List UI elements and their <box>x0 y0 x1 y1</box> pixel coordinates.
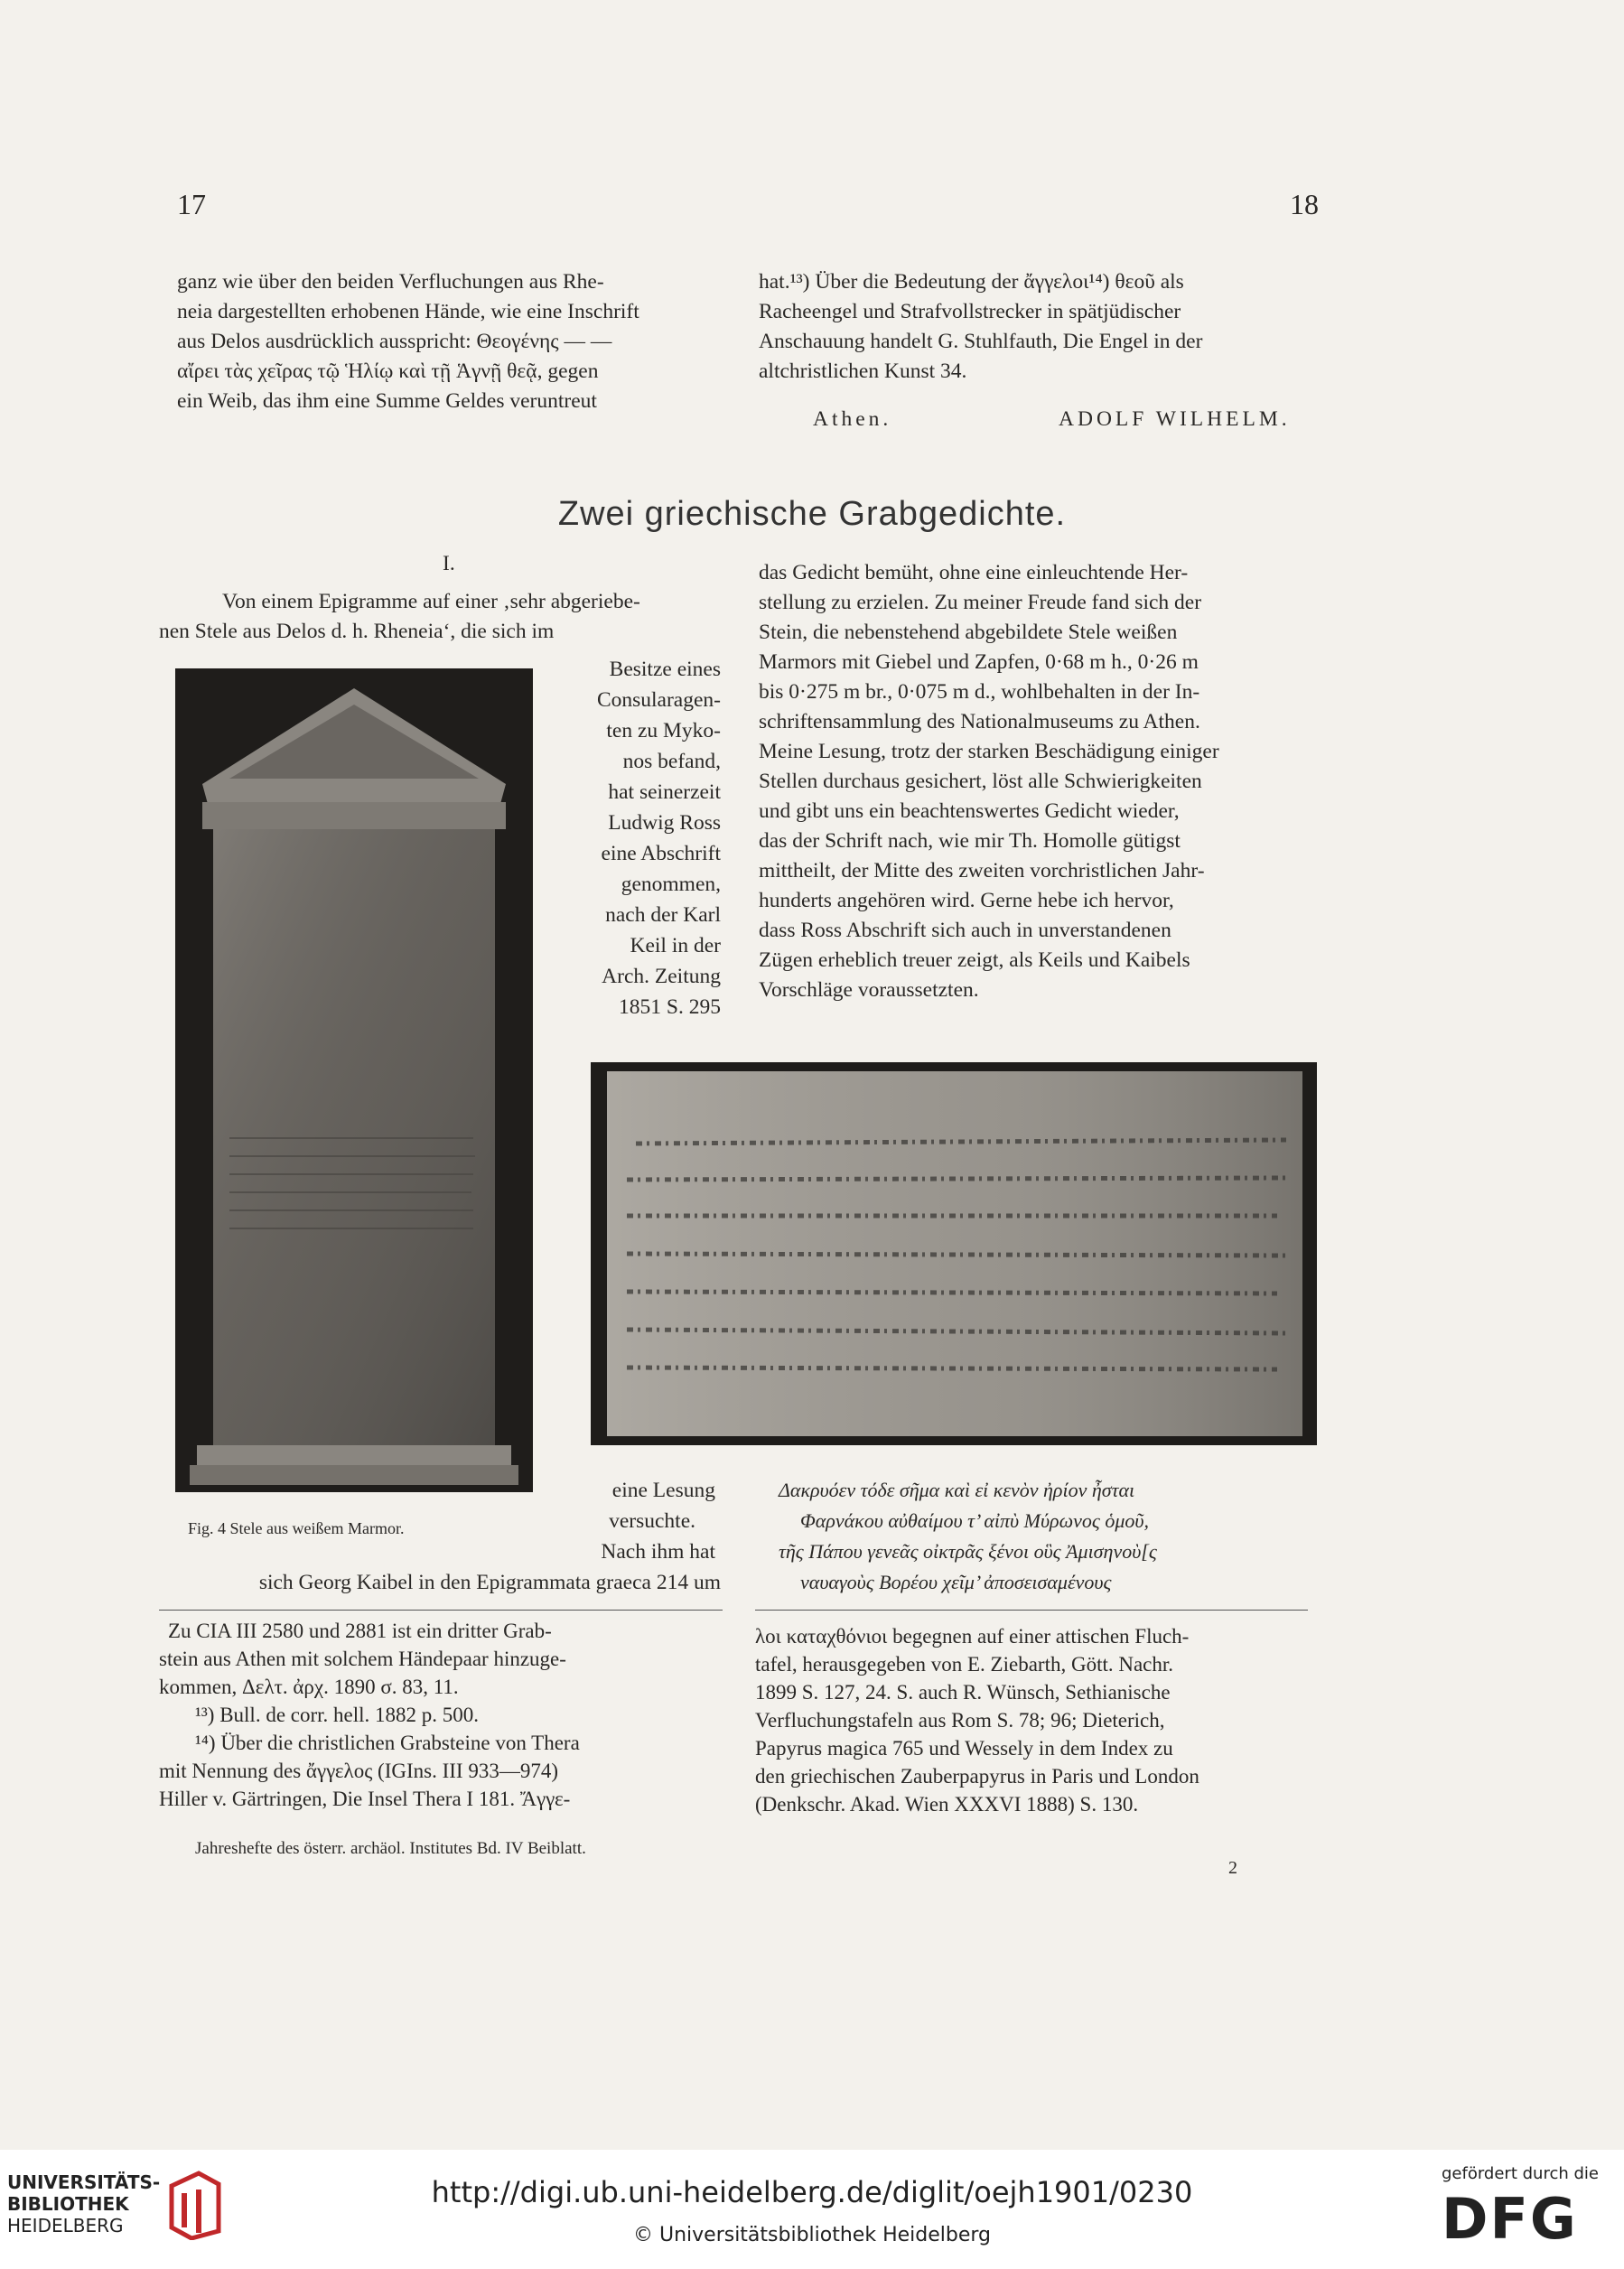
footnote-line: Papyrus magica 765 und Wessely in dem Index zu <box>755 1737 1173 1760</box>
page-url-link[interactable]: http://digi.ub.uni-heidelberg.de/diglit/oejh1901/0230 <box>431 2175 1193 2209</box>
text-line: Meine Lesung, trotz der starken Beschädigung einiger <box>759 740 1219 763</box>
page-number-right: 18 <box>1290 188 1319 220</box>
text-line: ein Weib, das ihm eine Summe Geldes veruntreut <box>177 389 597 413</box>
text-line: mittheilt, der Mitte des zweiten vorchristlichen Jahr- <box>759 859 1205 882</box>
top-left-paragraph <box>177 267 730 416</box>
footnote-divider-right <box>755 1610 1308 1611</box>
text-line: 1851 S. 295 <box>619 995 721 1019</box>
text-line: dass Ross Abschrift sich auch in unverstandenen <box>759 919 1171 942</box>
footnote-line: kommen, Δελτ. ἀρχ. 1890 σ. 83, 11. <box>159 1676 459 1698</box>
library-footer <box>0 2150 1624 2269</box>
footnote-line: mit Nennung des ἄγγελος (IGIns. III 933—974) <box>159 1760 558 1782</box>
text-line: bis 0·275 m br., 0·075 m d., wohlbehalten in der In- <box>759 680 1200 704</box>
text-line: hunderts angehören wird. Gerne hebe ich hervor, <box>759 889 1174 912</box>
inscription-photograph <box>591 1062 1317 1445</box>
text-line: eine Lesung <box>611 1479 715 1502</box>
text-line: sich Georg Kaibel in den Epigrammata graeca 214 um <box>258 1571 721 1594</box>
footnote-line: (Denkschr. Akad. Wien XXXVI 1888) S. 130. <box>755 1793 1139 1816</box>
figure-caption: Fig. 4 Stele aus weißem Marmor. <box>188 1519 405 1537</box>
library-name-line: HEIDELBERG <box>7 2215 124 2236</box>
text-line: Arch. Zeitung <box>602 965 721 988</box>
text-line: versuchte. <box>609 1509 695 1533</box>
text-line: ganz wie über den beiden Verfluchungen aus Rhe- <box>177 270 604 294</box>
text-line: Keil in der <box>630 934 721 957</box>
verse-line: Δακρυόεν τόδε σῆμα καὶ εἰ κενὸν ἠρίον ἦσται <box>779 1479 1135 1501</box>
top-right-paragraph <box>759 267 1319 387</box>
text-line: αἴρει τὰς χεῖρας τῷ Ἡλίῳ καὶ τῇ Ἁγνῇ θεᾷ, gegen <box>177 359 599 383</box>
footnote-line: ¹⁴) Über die christlichen Grabsteine von Thera <box>195 1732 580 1754</box>
verse-line: Φαρνάκου αὐθαίμου τ’ αἰπὺ Μύρωνος ὁμοῦ, <box>800 1509 1149 1532</box>
text-line: Besitze eines <box>609 658 721 681</box>
footnote-line: stein aus Athen mit solchem Händepaar hinzuge- <box>159 1648 566 1670</box>
text-line: Stein, die nebenstehend abgebildete Stele weißen <box>759 621 1178 644</box>
footnote-line: λοι καταχθόνιοι begegnen auf einer attischen Fluch- <box>755 1625 1190 1648</box>
text-line: eine Abschrift <box>601 842 721 865</box>
library-name-line: UNIVERSITÄTS- <box>7 2171 161 2193</box>
footnotes-left <box>159 1617 723 1813</box>
left-intro <box>159 587 721 647</box>
stele-photograph <box>175 668 533 1492</box>
footnote-line: 1899 S. 127, 24. S. auch R. Wünsch, Sethianische <box>755 1681 1171 1704</box>
journal-footer-line: Jahreshefte des österr. archäol. Institutes Bd. IV Beiblatt. <box>195 1839 586 1858</box>
footnote-line: den griechischen Zauberpapyrus in Paris und London <box>755 1765 1199 1788</box>
copyright-notice: © Universitätsbibliothek Heidelberg <box>632 2224 991 2246</box>
text-line: Consularagen- <box>596 688 721 712</box>
text-line: das der Schrift nach, wie mir Th. Homolle gütigst <box>759 829 1181 853</box>
dfg-logo: DFG <box>1442 2186 1578 2252</box>
signature-place: Athen. <box>813 407 892 431</box>
text-line: Zügen erheblich treuer zeigt, als Keils und Kaibels <box>759 948 1190 972</box>
footnote-line: tafel, herausgegeben von E. Ziebarth, Gött. Nachr. <box>755 1653 1174 1676</box>
text-line: stellung zu erzielen. Zu meiner Freude fand sich der <box>759 591 1202 614</box>
text-line: Nach ihm hat <box>601 1540 715 1564</box>
text-line: Marmors mit Giebel und Zapfen, 0·68 m h., 0·26 m <box>759 650 1199 674</box>
text-line: neia dargestellten erhobenen Hände, wie eine Inschrift <box>177 300 639 323</box>
footnotes-right <box>755 1622 1308 1818</box>
text-line: Ludwig Ross <box>608 811 721 835</box>
text-line: nen Stele aus Delos d. h. Rheneia‘, die sich im <box>159 620 555 643</box>
footnote-line: Hiller v. Gärtringen, Die Insel Thera I 181. Ἄγγε- <box>159 1788 571 1810</box>
page-number-left: 17 <box>177 188 206 220</box>
text-line: und gibt uns ein beachtenswertes Gedicht wieder, <box>759 799 1180 823</box>
text-line: ten zu Myko- <box>606 719 721 742</box>
text-line: Anschauung handelt G. Stuhlfauth, Die Engel in der <box>759 330 1203 353</box>
inscription-image <box>591 1062 1317 1445</box>
text-line: nos befand, <box>622 750 721 773</box>
text-line: Racheengel und Strafvollstrecker in spätjüdischer <box>759 300 1181 323</box>
printer-signature-mark: 2 <box>1228 1858 1237 1878</box>
verse-line: τῆς Πάπου γενεᾶς οἰκτρᾶς ξένοι οὓς Ἀμισηνοὺ[ς <box>779 1540 1157 1563</box>
text-line: hat seinerzeit <box>608 780 721 804</box>
text-line: hat.¹³) Über die Bedeutung der ἄγγελοι¹⁴) θεοῦ als <box>759 270 1184 294</box>
article-title: Zwei griechische Grabgedichte. <box>557 495 1067 533</box>
text-line: genommen, <box>621 873 721 896</box>
section-number: I. <box>443 552 455 575</box>
text-line: das Gedicht bemüht, ohne eine einleuchtende Her- <box>759 561 1189 584</box>
footnote-line: ¹³) Bull. de corr. hell. 1882 p. 500. <box>195 1704 480 1726</box>
funding-note: gefördert durch die <box>1442 2164 1599 2183</box>
text-line: altchristlichen Kunst 34. <box>759 359 967 383</box>
library-name-line: BIBLIOTHEK <box>7 2193 129 2215</box>
text-line: Stellen durchaus gesichert, löst alle Schwierigkeiten <box>759 770 1202 793</box>
stele-image <box>175 668 533 1492</box>
footnote-line: Zu CIA III 2580 und 2881 ist ein dritter Grab- <box>168 1620 552 1642</box>
text-line: nach der Karl <box>605 903 721 927</box>
text-line: aus Delos ausdrücklich ausspricht: Θεογένης — — <box>177 330 612 353</box>
footnote-divider-left <box>159 1610 723 1611</box>
text-line: schriftensammlung des Nationalmuseums zu Athen. <box>759 710 1200 733</box>
text-line: Von einem Epigramme auf einer ‚sehr abgeriebe- <box>222 590 640 613</box>
right-column-text <box>759 558 1319 1005</box>
footnote-line: Verfluchungstafeln aus Rom S. 78; 96; Dieterich, <box>755 1709 1165 1732</box>
verse-line: ναυαγοὺς Βορέου χεῖμ’ ἀποσεισαμένους <box>800 1571 1112 1593</box>
signature-author: ADOLF WILHELM. <box>1059 407 1291 431</box>
text-line: Vorschläge voraussetzten. <box>759 978 979 1002</box>
